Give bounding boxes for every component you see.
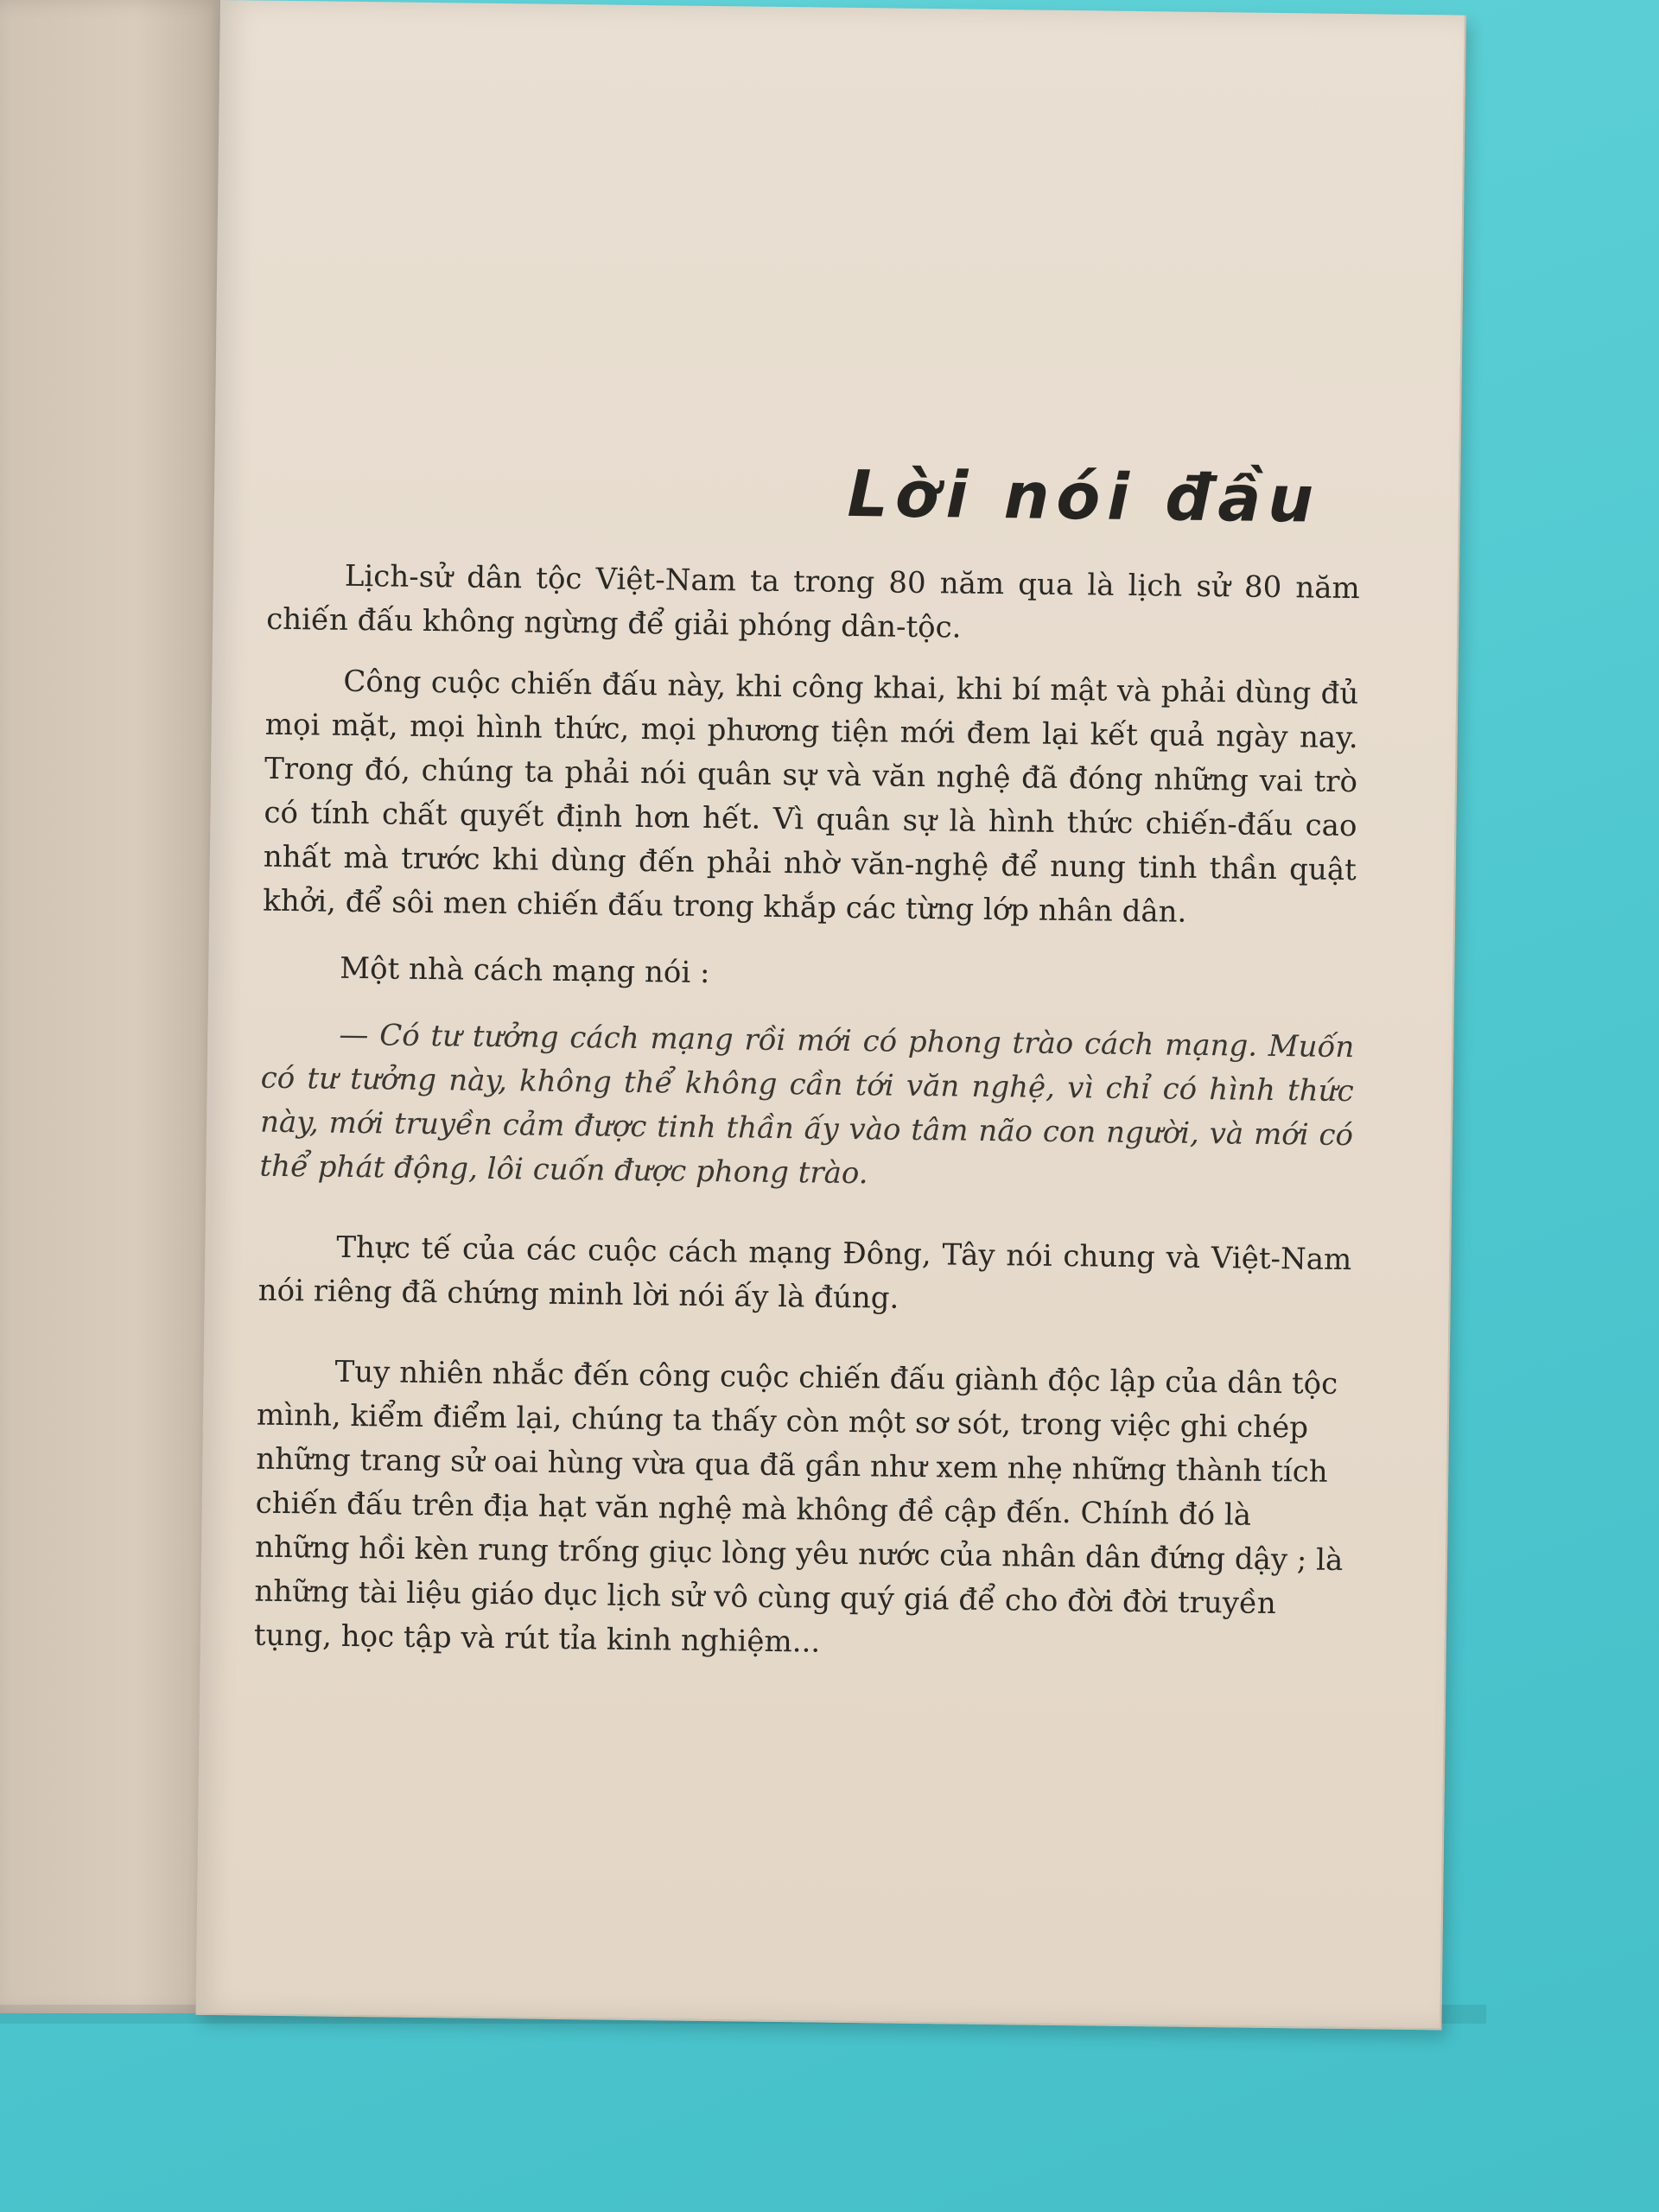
page-title: Lời nói đầu — [847, 456, 1321, 537]
paragraph-6: Tuy nhiên nhắc đến công cuộc chiến đấu giành độc lập của dân tộc mình, kiểm điểm lại, chúng ta thấy còn một sơ sót, trong việc ghi chép những trang sử oai hùng vừa qua đã gần như xem nhẹ những thành tích chiến đấu trên địa hạt văn nghệ mà không đề cập đến. Chính đó là những hồi kèn rung trống giục lòng yêu nước của nhân dân đứng dậy ; là những tài liệu giáo dục lịch sử vô cùng quý giá để cho đời đời truyền tụng, học tập và rút tỉa kinh nghiệm... — [253, 1354, 1344, 1660]
paragraph-5: Thực tế của các cuộc cách mạng Đông, Tây nói chung và Việt-Nam nói riêng đã chứng minh lời nói ấy là đúng. — [257, 1230, 1352, 1316]
left-page-edge — [0, 0, 229, 2013]
quote-paragraph: — Có tư tưởng cách mạng rồi mới có phong trào cách mạng. Muốn có tư tưởng này, không thể không cần tới văn nghệ, vì chỉ có hình thức này, mới truyền cảm được tinh thần ấy vào tâm não con người, và mới có thể phát động, lôi cuốn được phong trào. — [259, 1017, 1355, 1192]
paragraph-2: Công cuộc chiến đấu này, khi công khai, khi bí mật và phải dùng đủ mọi mặt, mọi hình thức, mọi phương tiện mới đem lại kết quả ngày nay. Trong đó, chúng ta phải nói quân sự và văn nghệ đã đóng những vai trò có tính chất quyết định hơn hết. Vì quân sự là hình thức chiến-đấu cao nhất mà trước khi dùng đến phải nhờ văn-nghệ để nung tinh thần quật khởi, để sôi men chiến đấu trong khắp các từng lớp nhân dân. — [263, 664, 1359, 930]
page-body — [254, 554, 1361, 1671]
paragraph-1: Lịch-sử dân tộc Việt-Nam ta trong 80 năm qua là lịch sử 80 năm chiến đấu không ngừng để giải phóng dân-tộc. — [266, 558, 1361, 645]
paragraph-3: Một nhà cách mạng nói : — [340, 950, 710, 991]
book-page — [196, 0, 1466, 2030]
